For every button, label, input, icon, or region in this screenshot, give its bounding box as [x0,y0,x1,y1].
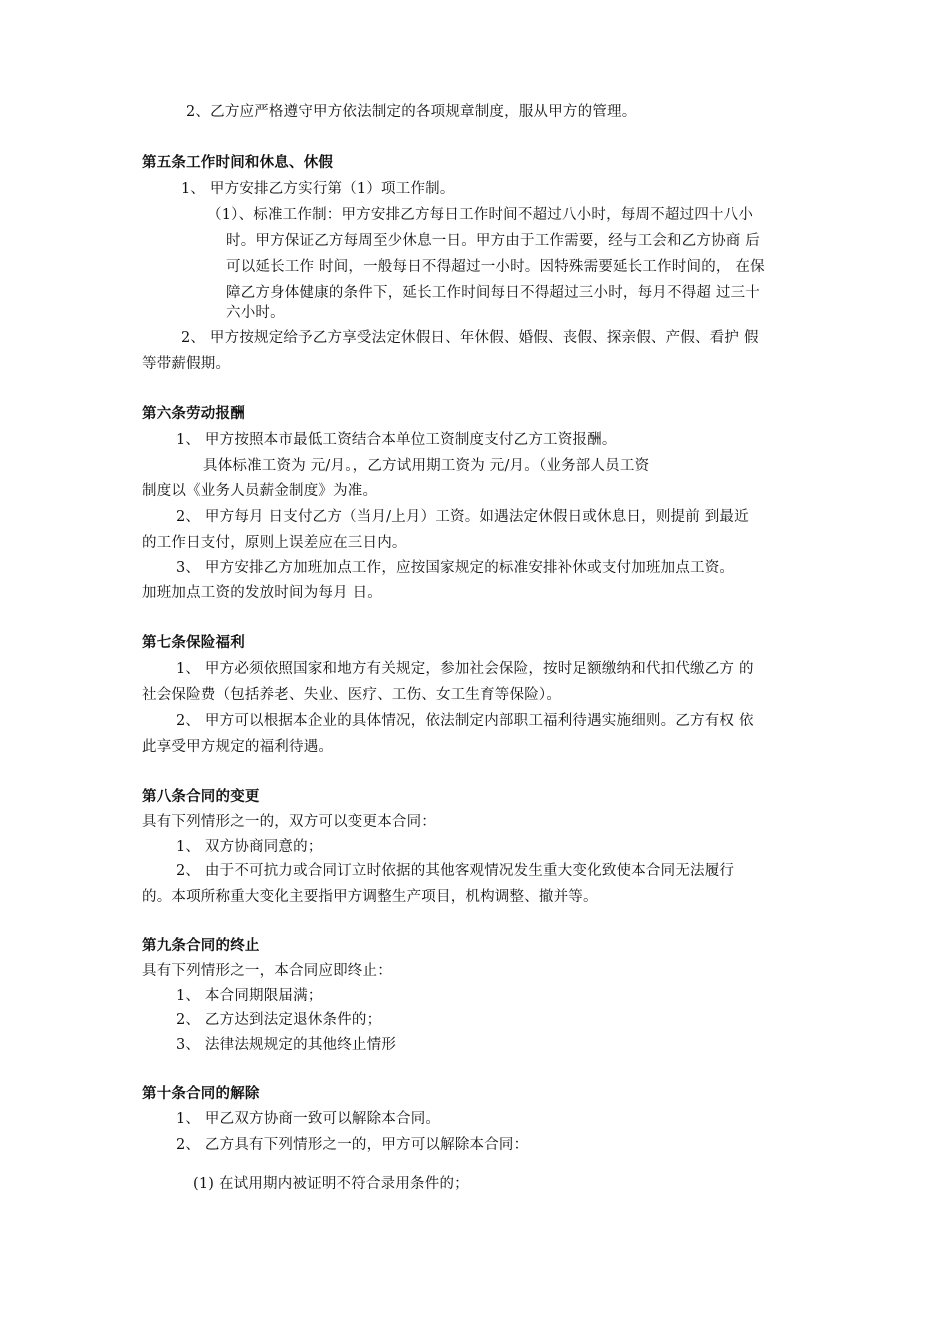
article-8-line: 具有下列情形之一的，双方可以变更本合同： [142,814,436,830]
article-7-line: 2、 甲方可以根据本企业的具体情况，依法制定内部职工福利待遇实施细则。乙方有权 依 [176,713,754,729]
article-8-line: 2、 由于不可抗力或合同订立时依据的其他客观情况发生重大变化致使本合同无法履行 [176,863,735,879]
article-6-line: 2、 甲方每月 日支付乙方（当月/上月）工资。如遇法定休假日或休息日，则提前 到最近 [176,509,749,525]
article-9-line: 具有下列情形之一，本合同应即终止： [142,963,392,979]
article-5-item-2-line: 等带薪假期。 [142,356,231,372]
article-10-heading: 第十条合同的解除 [142,1086,260,1102]
article-5-item-1: 1、 甲方安排乙方实行第（1）项工作制。 [181,181,455,197]
article-9-line: 2、 乙方达到法定退休条件的； [176,1012,382,1028]
article-6-line: 加班加点工资的发放时间为每月 日。 [142,585,383,601]
article-9-line: 1、 本合同期限届满； [176,988,323,1004]
article-8-line: 1、 双方协商同意的； [176,839,323,855]
article-5-sub-1-line: 六小时。 [226,305,285,321]
article-6-line: 具体标准工资为 元/月。，乙方试用期工资为 元/月。（业务部人员工资 [203,458,650,474]
article-7-heading: 第七条保险福利 [142,635,245,651]
article-7-line: 社会保险费（包括养老、失业、医疗、工伤、女工生育等保险）。 [142,687,562,703]
article-8-line: 的。本项所称重大变化主要指甲方调整生产项目，机构调整、撤并等。 [142,889,598,905]
article-10-line: (1) 在试用期内被证明不符合录用条件的； [193,1176,469,1192]
article-10-line: 1、 甲乙双方协商一致可以解除本合同。 [176,1111,441,1127]
article-6-line: 的工作日支付，原则上误差应在三日内。 [142,535,407,551]
article-6-line: 3、 甲方安排乙方加班加点工作，应按国家规定的标准安排补休或支付加班加点工资。 [176,560,735,576]
article-5-sub-1-line: （1）、标准工作制：甲方安排乙方每日工作时间不超过八小时，每周不超过四十八小 [207,207,754,223]
article-6-line: 制度以《业务人员薪金制度》为准。 [142,483,378,499]
article-8-heading: 第八条合同的变更 [142,789,260,805]
article-5-heading: 第五条工作时间和休息、休假 [142,155,334,171]
article-7-line: 此享受甲方规定的福利待遇。 [142,739,334,755]
article-5-sub-1-line: 可以延长工作 时间，一般每日不得超过一小时。因特殊需要延长工作时间的， 在保 [226,259,765,275]
article-7-line: 1、 甲方必须依照国家和地方有关规定，参加社会保险，按时足额缴纳和代扣代缴乙方 的 [176,661,754,677]
article-10-line: 2、 乙方具有下列情形之一的，甲方可以解除本合同： [176,1137,529,1153]
article-5-sub-1-line: 时。甲方保证乙方每周至少休息一日。甲方由于工作需要，经与工会和乙方协商 后 [226,233,761,249]
article-5-sub-1-line: 障乙方身体健康的条件下，延长工作时间每日不得超过三小时，每月不得超 过三十 [226,285,761,301]
intro-item-2: 2、乙方应严格遵守甲方依法制定的各项规章制度，服从甲方的管理。 [186,104,637,120]
article-5-item-2-line: 2、 甲方按规定给予乙方享受法定休假日、年休假、婚假、丧假、探亲假、产假、看护 假 [181,330,759,346]
article-6-line: 1、 甲方按照本市最低工资结合本单位工资制度支付乙方工资报酬。 [176,432,617,448]
article-9-heading: 第九条合同的终止 [142,938,260,954]
article-6-heading: 第六条劳动报酬 [142,406,245,422]
article-9-line: 3、 法律法规规定的其他终止情形 [176,1037,397,1053]
